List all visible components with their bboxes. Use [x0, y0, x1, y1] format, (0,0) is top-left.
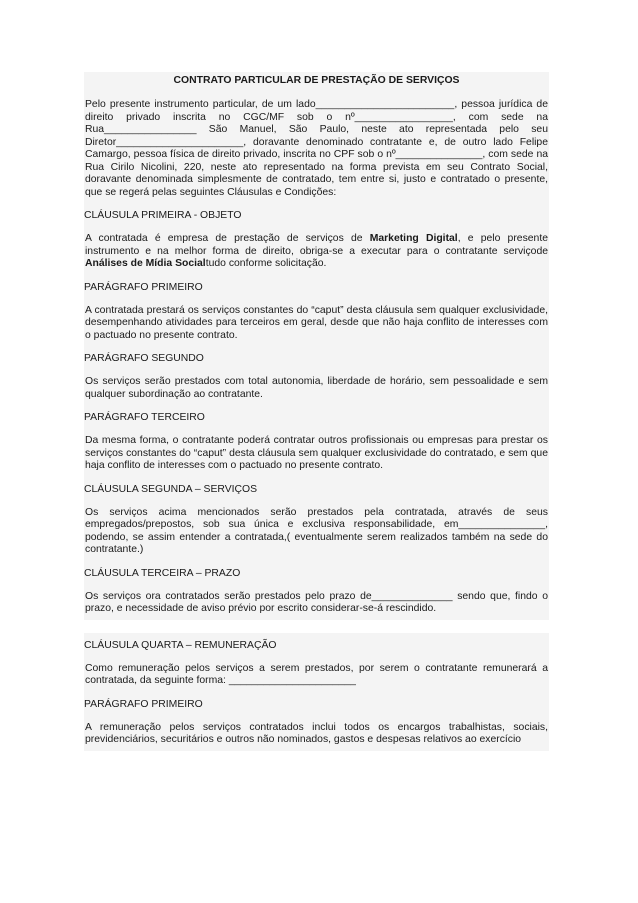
clause-1-text-part: A contratada é empresa de prestação de serviços de [85, 233, 370, 244]
clause-4-text: Como remuneração pelos serviços a serem prestados, por serem o contratante remunerará a contratada, da seguinte forma: ______________________ [84, 660, 549, 692]
paragraph-4-text: A remuneração pelos serviços contratados inclui todos os encargos trabalhistas, sociais, previdenciários, securitários e outros não nominados, gastos e despesas relativos ao exercício [84, 719, 549, 751]
spacer [84, 620, 549, 633]
clause-2-text: Os serviços acima mencionados serão prestados pela contratada, através de seus empregados/prepostos, sob sua única e exclusiva responsabilidade, em_______________, podendo, se assim entender a contratada,( eventualmente serem realizados também na sede do contratante.) [84, 504, 549, 561]
clause-1-bold-analysis: Análises de Mídia Social [85, 258, 206, 269]
paragraph-3-text: Da mesma forma, o contratante poderá contratar outros profissionais ou empresas para prestar os serviços constantes do “caput” desta cláusula sem qualquer exclusividade do contratado, e sem que haja conflito de interesses com o pactuado no presente contrato. [84, 432, 549, 477]
clause-1-text-part: tudo conforme solicitação. [205, 258, 327, 269]
paragraph-2-heading: PARÁGRAFO SEGUNDO [84, 346, 549, 373]
clause-4-heading: CLÁUSULA QUARTA – REMUNERAÇÃO [84, 633, 549, 660]
contract-document [84, 72, 549, 751]
paragraph-3-heading: PARÁGRAFO TERCEIRO [84, 405, 549, 432]
clause-3-text: Os serviços ora contratados serão prestados pelo prazo de______________ sendo que, findo o prazo, e necessidade de aviso prévio por escrito considerar-se-á rescindido. [84, 588, 549, 620]
clause-1-bold-service: Marketing Digital [369, 233, 458, 244]
paragraph-2-text: Os serviços serão prestados com total autonomia, liberdade de horário, sem pessoalidade e sem qualquer subordinação ao contratante. [84, 373, 549, 405]
document-title: CONTRATO PARTICULAR DE PRESTAÇÃO DE SERVIÇOS [84, 72, 549, 96]
paragraph-1-heading: PARÁGRAFO PRIMEIRO [84, 275, 549, 302]
clause-1-text-part: , e pelo presente instrumento e na melhor forma de direito, obriga-se a executar para o contratante serviçode [85, 233, 548, 257]
clause-1-heading: CLÁUSULA PRIMEIRA - OBJETO [84, 203, 549, 230]
paragraph-1-text: A contratada prestará os serviços constantes do “caput” desta cláusula sem qualquer exclusividade, desempenhando atividades para terceiros em geral, desde que não haja conflito de interesses com o pactuado no presente contrato. [84, 302, 549, 347]
paragraph-4-heading: PARÁGRAFO PRIMEIRO [84, 692, 549, 719]
clause-2-heading: CLÁUSULA SEGUNDA – SERVIÇOS [84, 477, 549, 504]
clause-3-heading: CLÁUSULA TERCEIRA – PRAZO [84, 561, 549, 588]
clause-1-text [84, 230, 549, 275]
intro-paragraph: Pelo presente instrumento particular, de um lado________________________, pessoa jurídica de direito privado inscrita no CGC/MF sob o nº_________________, com sede na Rua________________ São Manuel, São Paulo, neste ato representada pelo seu Diretor______________________, doravante denominado contratante e, de outro lado Felipe Camargo, pessoa física de direito privado, inscrita no CPF sob o nº_______________, com sede na Rua Cirilo Nicolini, 220, neste ato representado na forma prevista em seu Contrato Social, doravante denominada simplesmente de contratado, tem entre si, justo e contratado o presente, que se regerá pelas seguintes Cláusulas e Condições: [84, 96, 549, 203]
